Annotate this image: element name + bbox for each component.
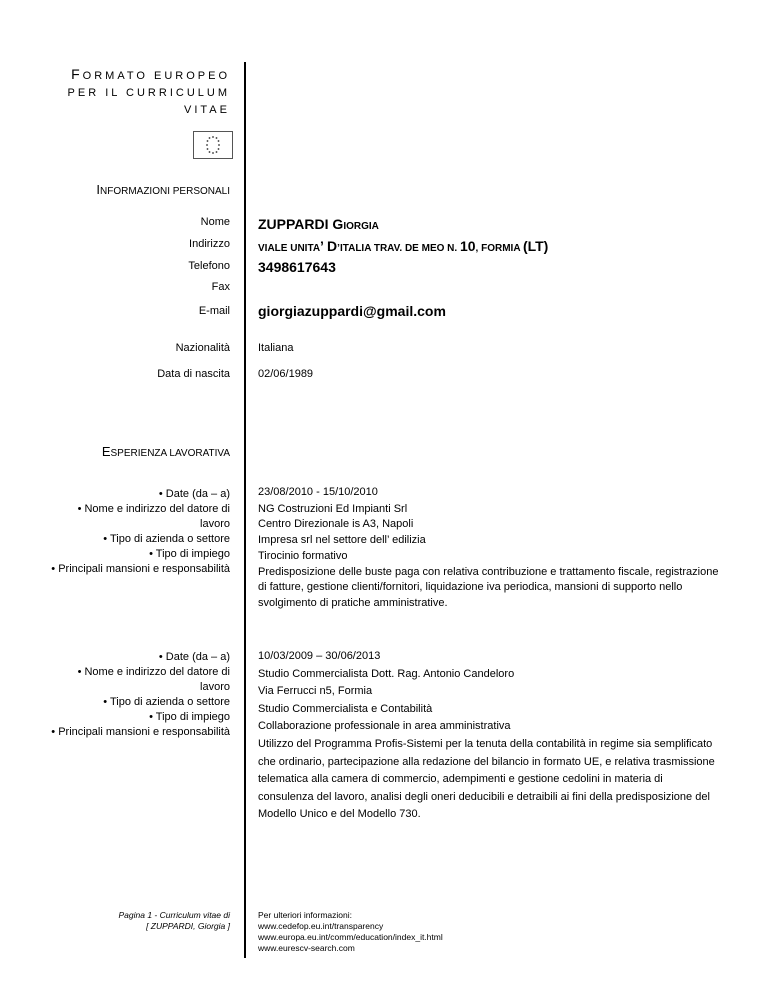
employer-label: • Nome e indirizzo del datore di lavoro [77,503,230,530]
sector-label: • Tipo di azienda o settore [103,533,230,545]
section-personal-info: INFORMAZIONI PERSONALI [96,182,230,197]
job-sector: Studio Commercialista e Contabilità [258,702,433,715]
page-footer-left [119,910,231,932]
dates-label: • Date (da – a) [158,488,230,500]
job2-labels [45,650,230,740]
email-label: E-mail [198,305,230,317]
job1-labels [45,487,230,577]
footer-link[interactable]: www.cedefop.eu.int/transparency [258,921,384,931]
job-sector: Impresa srl nel settore dell’ edilizia [258,534,426,547]
address-value: VIALE UNITA’ D’ITALIA TRAV. DE MEO N. 10, FORMIA (LT) [258,238,549,254]
address-label: Indirizzo [189,238,230,250]
nationality-label: Nazionalità [175,342,230,354]
duties-label: • Principali mansioni e responsabilità [51,563,230,575]
employer-address: Via Ferrucci n5, Formia [258,685,373,698]
phone-label: Telefono [188,260,230,272]
cv-title-line2: PER IL CURRICULUM [67,87,230,99]
job-dates: 23/08/2010 - 15/10/2010 [258,486,378,498]
footer-link[interactable]: www.europa.eu.int/comm/education/index_it.html [258,932,443,942]
job2-values [258,648,720,824]
job-dates: 10/03/2009 – 30/06/2013 [258,650,381,662]
name-value: ZUPPARDI GIORGIA [258,216,379,232]
cv-title-line1: FORMATO EUROPEO [71,66,230,82]
phone-value: 3498617643 [258,259,336,275]
dates-label: • Date (da – a) [158,651,230,663]
info-title: Per ulteriori informazioni: [258,910,353,920]
birth-date-label: Data di nascita [157,368,230,380]
page-footer-right [258,910,443,954]
vertical-divider [244,62,246,958]
job-type-label: • Tipo di impiego [149,711,230,723]
fax-label: Fax [211,281,230,293]
employer-label: • Nome e indirizzo del datore di lavoro [77,666,230,693]
birth-date-value: 02/06/1989 [258,368,314,380]
section-work-experience: ESPERIENZA LAVORATIVA [101,444,230,459]
eu-flag-icon [193,131,233,159]
employer-name: Studio Commercialista Dott. Rag. Antonio Candeloro [258,667,515,680]
footer-link[interactable]: www.eurescv-search.com [258,943,355,953]
employer-name: NG Costruzioni Ed Impianti Srl [258,502,408,515]
job-type: Collaborazione professionale in area amministrativa [258,720,511,733]
job1-values [258,485,720,612]
name-label: Nome [200,216,230,228]
duties-label: • Principali mansioni e responsabilità [51,726,230,738]
sector-label: • Tipo di azienda o settore [103,696,230,708]
cv-owner: [ ZUPPARDI, Giorgia ] [146,921,230,931]
job-type-label: • Tipo di impiego [149,548,230,560]
employer-address: Centro Direzionale is A3, Napoli [258,518,414,531]
job-type: Tirocinio formativo [258,549,348,562]
job-duties: Predisposizione delle buste paga con relativa contribuzione e trattamento fiscale, registrazione di fatture, gestione clienti/fornitori, liquidazione iva periodica, mansioni di supporto nello svolgimento di pratiche amministrative. [258,565,719,609]
nationality-value: Italiana [258,342,294,354]
cv-title-line3: VITAE [184,104,230,116]
job-duties: Utilizzo del Programma Profis-Sistemi per la tenuta della contabilità in regime sia semplificato che ordinario, partecipazione alla redazione del bilancio in formato UE, e relativa trasmissione telematica alla camera di commercio, adempimenti e gestione cedolini in materia di consulenza del lavoro, analisi degli oneri deducibili e detraibili ai fini della predisposizione del Modello Unico e del Modello 730. [258,737,715,821]
email-value[interactable]: giorgiazuppardi@gmail.com [258,303,446,319]
page-number: Pagina 1 - Curriculum vitae di [118,910,230,920]
